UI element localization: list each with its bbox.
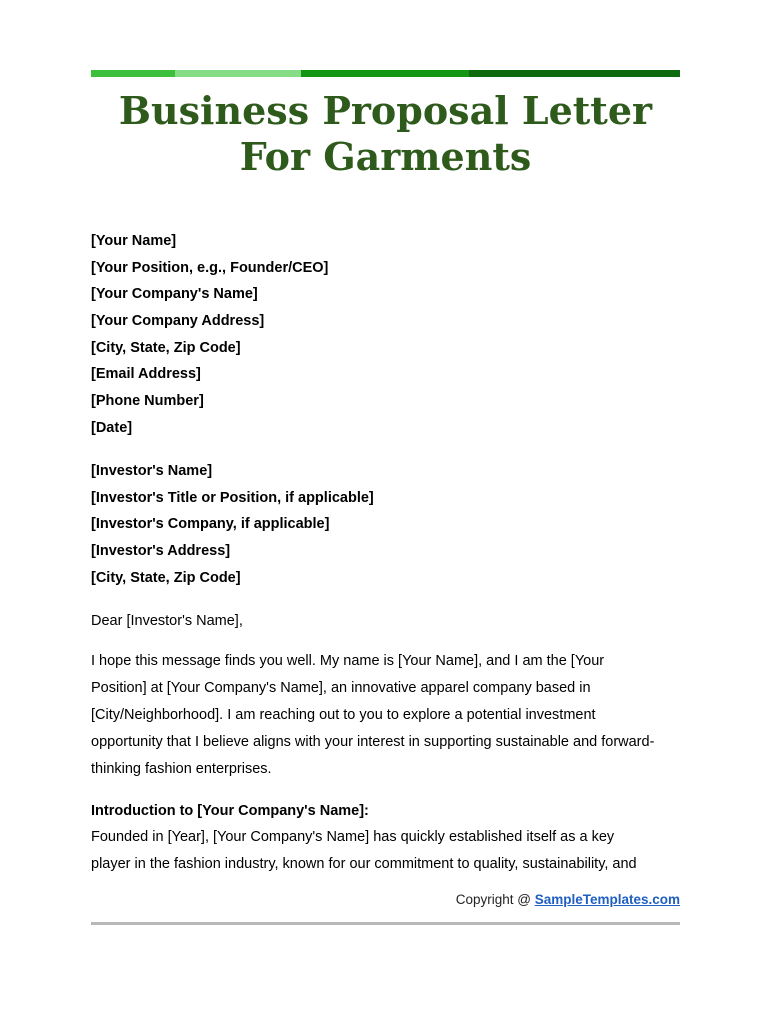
color-bar-segment [301,70,469,77]
sender-phone: [Phone Number] [91,393,204,410]
document-title [91,88,680,180]
title-line-1: Business Proposal Letter [118,88,653,133]
recipient-name: [Investor's Name] [91,463,213,479]
recipient-company: [Investor's Company, if applicable] [91,516,330,533]
footer-divider [91,922,680,925]
color-bar-segment [91,70,175,77]
color-bar-segment [469,70,680,77]
paragraph-line: Founded in [Year], [Your Company's Name] has quickly established itself as a key [91,829,615,845]
sender-address: [Your Company Address] [91,313,265,330]
sender-city-state-zip: [City, State, Zip Code] [91,339,241,356]
recipient-address-block [91,458,681,591]
paragraph-line: [City/Neighborhood]. I am reaching out to you to explore a potential investment [91,707,596,723]
copyright-footer [456,890,680,910]
paragraph-line: opportunity that I believe aligns with your interest in supporting sustainable and forward- [91,734,655,750]
recipient-city-state-zip: [City, State, Zip Code] [91,569,241,586]
paragraph-line: Position] at [Your Company's Name], an innovative apparel company based in [91,680,591,696]
recipient-title: [Investor's Title or Position, if applicable] [91,489,374,506]
paragraph-line: I hope this message finds you well. My name is [Your Name], and I am the [Your [91,653,605,669]
sender-email: [Email Address] [91,366,201,383]
sender-position: [Your Position, e.g., Founder/CEO] [91,259,329,276]
letter-date: [Date] [91,419,133,436]
sender-address-block [91,228,681,442]
opening-paragraph [91,648,681,783]
header-color-bar [91,70,680,77]
paragraph-line: player in the fashion industry, known for our commitment to quality, sustainability, and [91,856,637,872]
salutation: Dear [Investor's Name], [91,613,243,629]
sender-name: [Your Name] [91,233,177,249]
title-line-2: For Garments [239,134,532,179]
sampletemplates-link[interactable]: SampleTemplates.com [534,892,680,907]
introduction-paragraph [91,824,681,878]
paragraph-line: thinking fashion enterprises. [91,761,272,777]
color-bar-segment [175,70,301,77]
sender-company: [Your Company's Name] [91,286,258,303]
recipient-address: [Investor's Address] [91,543,231,560]
section-heading-introduction: Introduction to [Your Company's Name]: [91,803,369,819]
copyright-prefix: Copyright @ [455,892,535,907]
